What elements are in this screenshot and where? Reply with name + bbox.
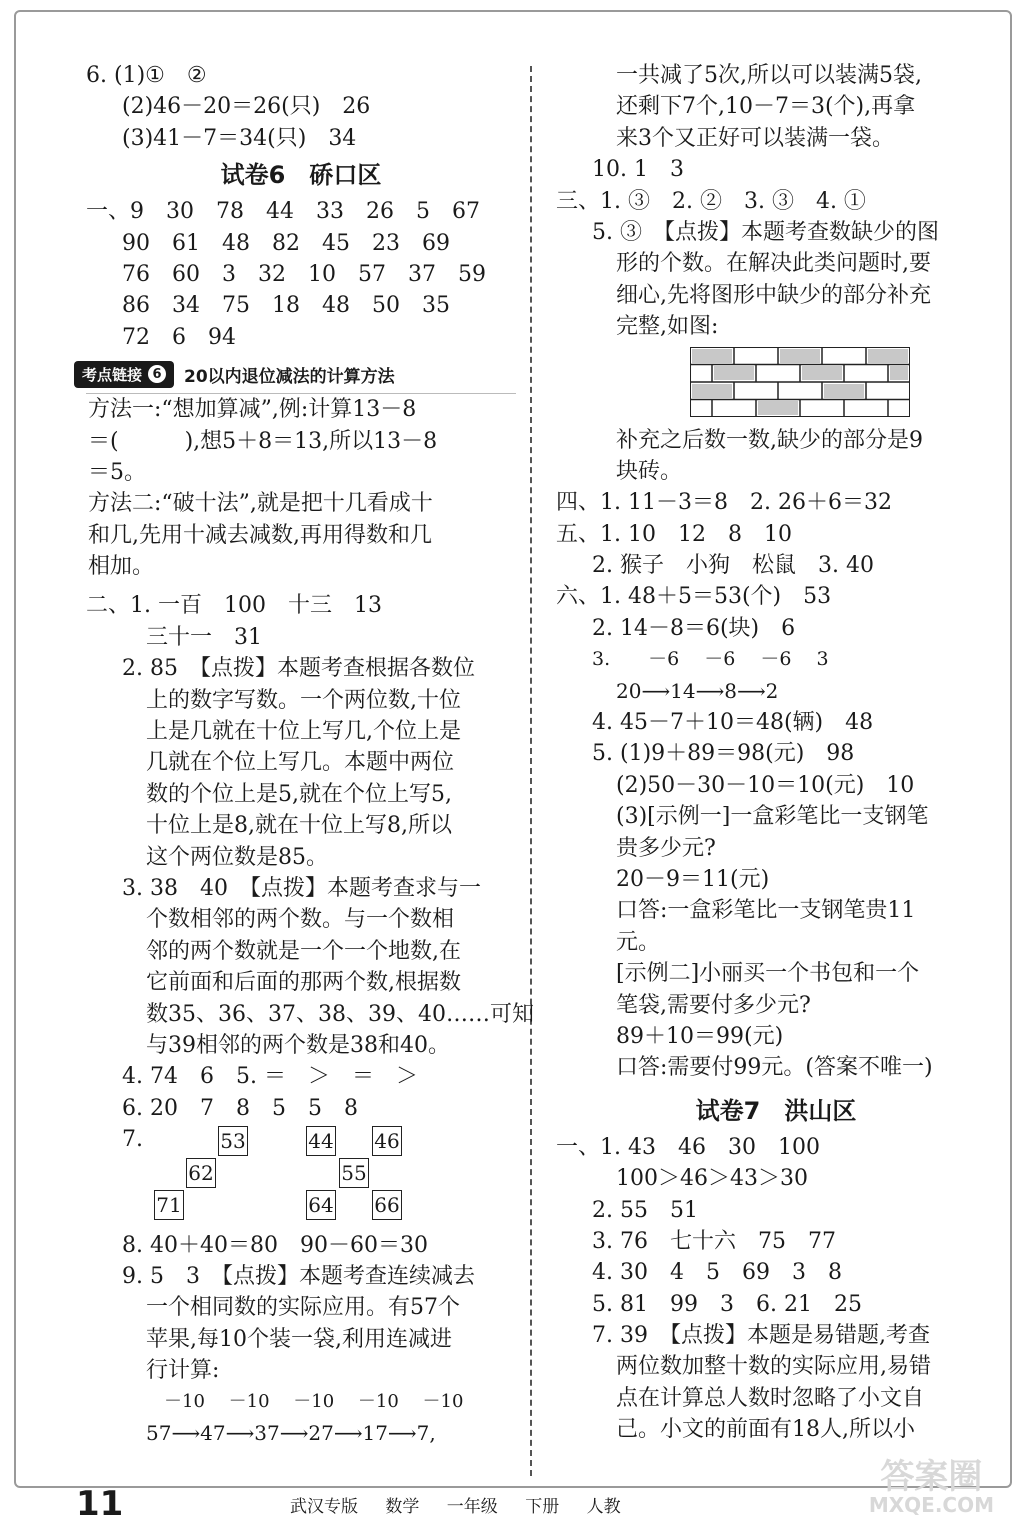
- text-line: 它前面和后面的那两个数,根据数: [146, 970, 461, 996]
- text-line: 点在计算总人数时忽略了小文自: [616, 1385, 925, 1411]
- kaodian-tag-label: 考点链接: [82, 365, 143, 384]
- text-line: 2. 55 51: [592, 1197, 698, 1223]
- kaodian-number: 6: [148, 365, 166, 383]
- text-line: 三、1. ③ 2. ② 3. ③ 4. ①: [556, 188, 866, 214]
- exam-6-section-2b: [86, 1230, 516, 1450]
- text-line: 6. (1)① ②: [86, 63, 207, 88]
- text-line: 一、1. 43 46 30 100: [556, 1134, 820, 1160]
- text-line: 数的个位上是5,就在个位上写5,: [146, 781, 452, 807]
- grid-cell: 66: [372, 1190, 402, 1220]
- text-line: 7.: [122, 1127, 143, 1153]
- text-line: 细心,先将图形中缺少的部分补充: [616, 282, 931, 308]
- text-line: (2)50－30－10＝10(元) 10: [616, 772, 915, 798]
- text-line: 5. ③ 【点拨】本题考查数缺少的图: [592, 219, 939, 245]
- text-line: 六、1. 48＋5＝53(个) 53: [556, 584, 832, 610]
- text-line: 形的个数。在解决此类问题时,要: [616, 251, 931, 277]
- text-line: 元。: [616, 929, 661, 955]
- text-line: 与39相邻的两个数是38和40。: [146, 1032, 450, 1058]
- exam-6-section-1: [86, 196, 516, 353]
- column-divider: [530, 66, 532, 1476]
- text-line: 二、1. 一百 100 十三 13: [86, 593, 382, 619]
- right-column: [556, 60, 996, 1446]
- text-line: 五、1. 10 12 8 10: [556, 521, 792, 547]
- left-column: [82, 60, 534, 1449]
- page-number: 11: [76, 1484, 124, 1524]
- text-line: 几就在个位上写几。本题中两位: [146, 750, 455, 776]
- exam-7-title: 试卷7 洪山区: [695, 1096, 857, 1125]
- text-line: 72 6 94: [122, 324, 236, 350]
- text-line: 口答:需要付99元。(答案不唯一): [616, 1055, 933, 1081]
- grid-cell: 55: [339, 1158, 369, 1188]
- text-line: (2)46－20＝26(只) 26: [122, 94, 371, 120]
- grid-cell: 71: [154, 1190, 184, 1220]
- text-line: 90 61 48 82 45 23 69: [122, 230, 450, 256]
- text-line: 9. 5 3 【点拨】本题考查连续减去: [122, 1263, 475, 1289]
- watermark-line2: MXQE.COM: [868, 1493, 994, 1517]
- kaodian-tag: [74, 361, 174, 388]
- exam-7-section-1: [556, 1132, 996, 1446]
- text-line: 6. 20 7 8 5 5 8: [122, 1095, 358, 1121]
- text-line: 5. 81 99 3 6. 21 25: [592, 1291, 862, 1317]
- grid-cell: 64: [306, 1190, 336, 1220]
- text-line: －10 －10 －10 －10 －10: [146, 1391, 464, 1413]
- text-line: 行计算:: [146, 1358, 220, 1384]
- text-line: 100＞46＞43＞30: [616, 1166, 808, 1192]
- grid-cell: 44: [306, 1126, 336, 1156]
- text-line: 3. 38 40 【点拨】本题考查求与一: [122, 875, 481, 901]
- exam-6-section-2: [86, 590, 534, 1155]
- answer-block-6: [86, 60, 516, 154]
- text-line: ＝5。: [88, 459, 146, 485]
- text-line: ＝( ),想5＋8＝13,所以13－8: [88, 428, 438, 454]
- text-line: 4. 74 6 5. ＝ ＞ ＝ ＞: [122, 1064, 418, 1090]
- text-line: (3)41－7＝34(只) 34: [122, 125, 357, 151]
- text-line: 数35、36、37、38、39、40……可知: [146, 1001, 534, 1027]
- text-line: 两位数加整十数的实际应用,易错: [616, 1354, 931, 1380]
- text-line: 苹果,每10个装一袋,利用连减进: [146, 1326, 452, 1352]
- text-line: 4. 30 4 5 69 3 8: [592, 1260, 842, 1286]
- number-grid-figure: [136, 1126, 516, 1246]
- text-line: 8. 40＋40＝80 90－60＝30: [122, 1232, 428, 1258]
- text-line: 这个两位数是85。: [146, 844, 328, 870]
- text-line: 一个相同数的实际应用。有57个: [146, 1295, 460, 1321]
- text-line: 补充之后数一数,缺少的部分是9: [616, 427, 923, 453]
- text-line: 笔袋,需要付多少元?: [616, 992, 811, 1018]
- text-line: 3. －6 －6 －6 3: [592, 648, 829, 671]
- text-line: 76 60 3 32 10 57 37 59: [122, 261, 486, 287]
- brick-wall-svg: [690, 347, 910, 417]
- text-line: 20⟶14⟶8⟶2: [616, 678, 779, 703]
- text-line: [示例二]小丽买一个书包和一个: [616, 961, 920, 987]
- text-line: 2. 85 【点拨】本题考查根据各数位: [122, 656, 475, 682]
- text-line: 10. 1 3: [592, 157, 684, 183]
- text-line: 还剩下7个,10－7＝3(个),再拿: [616, 94, 916, 120]
- text-line: 贵多少元?: [616, 835, 716, 861]
- text-line: 3. 76 七十六 75 77: [592, 1228, 836, 1254]
- text-line: (3)[示例一]一盒彩笔比一支钢笔: [616, 804, 929, 830]
- text-line: 和几,先用十减去减数,再用得数和几: [88, 522, 432, 548]
- text-line: 7. 39 【点拨】本题是易错题,考查: [592, 1323, 930, 1349]
- right-block-2: [556, 425, 996, 1084]
- text-line: 十位上是8,就在十位上写8,所以: [146, 813, 452, 839]
- right-block-1: [556, 60, 996, 343]
- text-line: 口答:一盒彩笔比一支钢笔贵11: [616, 898, 916, 924]
- text-line: 一共减了5次,所以可以装满5袋,: [616, 63, 922, 88]
- text-line: 5. (1)9＋89＝98(元) 98: [592, 741, 855, 767]
- kaodian-header: [74, 357, 516, 391]
- grid-cell: 46: [372, 1126, 402, 1156]
- text-line: 三十一 31: [146, 624, 262, 650]
- text-line: 89＋10＝99(元): [616, 1023, 784, 1049]
- text-line: 2. 14－8＝6(块) 6: [592, 615, 796, 641]
- text-line: 邻的两个数就是一个一个地数,在: [146, 938, 461, 964]
- watermark-logo: [868, 1457, 994, 1517]
- text-line: 2. 猴子 小狗 松鼠 3. 40: [592, 553, 874, 579]
- grid-cell: 53: [218, 1126, 248, 1156]
- footer-text: 武汉专版 数学 一年级 下册 人教: [290, 1497, 621, 1517]
- kaodian-title: 20以内退位减法的计算方法: [184, 366, 395, 387]
- watermark-line1: 答案圈: [880, 1457, 983, 1497]
- grid-cell: 62: [186, 1158, 216, 1188]
- text-line: 块砖。: [616, 458, 683, 484]
- text-line: 相加。: [88, 554, 155, 580]
- text-line: 个数相邻的两个数。与一个数相: [146, 907, 455, 933]
- text-line: 方法二:“破十法”,就是把十几看成十: [88, 491, 433, 517]
- text-line: 上的数字写数。一个两位数,十位: [146, 687, 461, 713]
- brick-wall-figure: [690, 347, 910, 417]
- text-line: 一、9 30 78 44 33 26 5 67: [86, 199, 480, 225]
- text-line: 20－9＝11(元): [616, 866, 770, 892]
- text-line: 上是几就在十位上写几,个位上是: [146, 719, 461, 745]
- exam-6-title: 试卷6 硚口区: [220, 161, 382, 190]
- kaodian-content: [86, 393, 516, 582]
- text-line: 己。小文的前面有18人,所以小: [616, 1417, 915, 1443]
- text-line: 86 34 75 18 48 50 35: [122, 293, 450, 319]
- text-line: 完整,如图:: [616, 314, 719, 340]
- text-line: 四、1. 11－3＝8 2. 26＋6＝32: [556, 490, 892, 516]
- text-line: 方法一:“想加算减”,例:计算13－8: [88, 397, 417, 423]
- text-line: 57⟶47⟶37⟶27⟶17⟶7,: [146, 1420, 436, 1445]
- text-line: 来3个又正好可以装满一袋。: [616, 125, 894, 151]
- text-line: 4. 45－7＋10＝48(辆) 48: [592, 710, 874, 736]
